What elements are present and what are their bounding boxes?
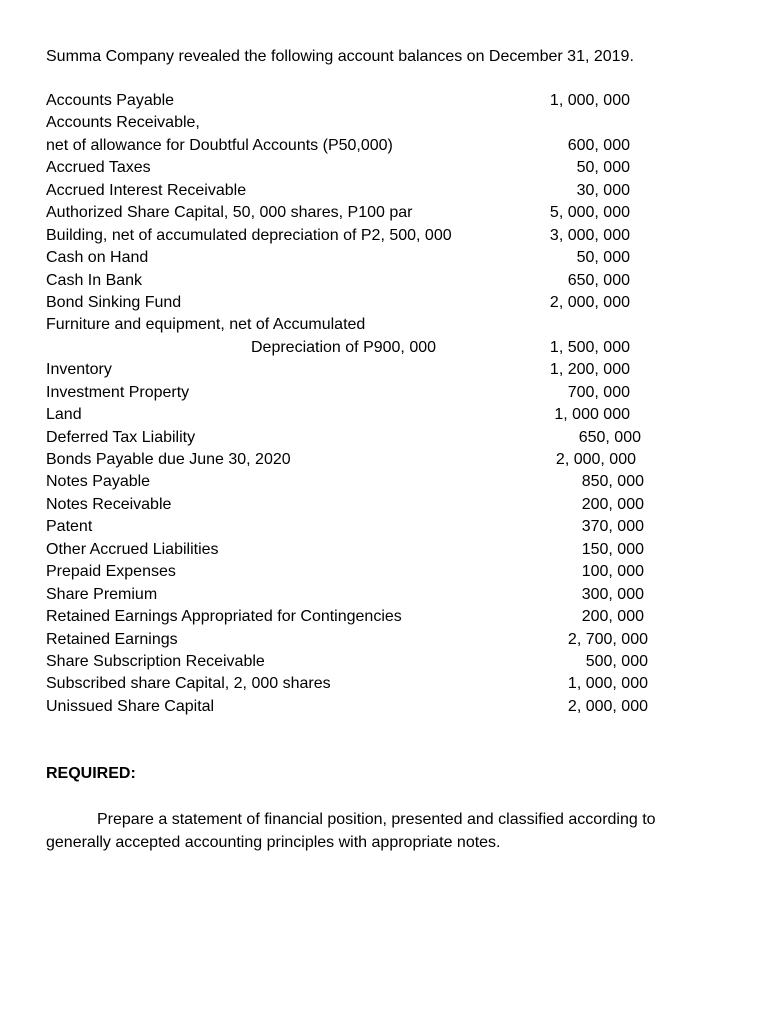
account-row <box>0 696 768 718</box>
account-row <box>0 225 768 247</box>
account-label: Accrued Interest Receivable <box>46 181 247 199</box>
required-instruction <box>46 808 726 854</box>
account-label: net of allowance for Doubtful Accounts (P50,000) <box>46 136 393 154</box>
account-label: Patent <box>46 518 93 536</box>
account-row <box>0 270 768 292</box>
account-amount: 50, 000 <box>576 159 630 177</box>
account-amount: 1, 500, 000 <box>549 338 630 356</box>
account-label: Prepaid Expenses <box>46 563 176 581</box>
account-amount: 300, 000 <box>581 585 644 603</box>
account-row <box>0 180 768 202</box>
account-row <box>0 673 768 695</box>
account-row <box>0 629 768 651</box>
account-amount: 2, 000, 000 <box>555 451 636 468</box>
account-amount: 850, 000 <box>581 473 644 491</box>
account-label: Retained Earnings <box>46 630 178 648</box>
account-amount: 2, 700, 000 <box>567 630 648 648</box>
account-amount: 2, 000, 000 <box>567 697 648 715</box>
account-label: Land <box>46 406 82 424</box>
account-label: Other Accrued Liabilities <box>46 540 219 558</box>
account-label: Deferred Tax Liability <box>46 428 196 446</box>
account-row <box>0 359 768 381</box>
account-label: Accrued Taxes <box>46 159 151 177</box>
account-amount: 700, 000 <box>567 383 630 401</box>
account-label: Cash on Hand <box>46 249 149 267</box>
account-amount: 100, 000 <box>581 563 644 581</box>
account-amount: 1, 000, 000 <box>549 92 630 109</box>
account-amount: 150, 000 <box>581 540 644 558</box>
instruction-line-2: generally accepted accounting principles with appropriate notes. <box>46 834 501 851</box>
account-row <box>0 135 768 157</box>
account-row <box>0 157 768 179</box>
account-amount: 650, 000 <box>567 271 630 289</box>
account-label: Investment Property <box>46 383 190 401</box>
account-amount: 600, 000 <box>567 136 630 154</box>
account-label: Bonds Payable due June 30, 2020 <box>46 451 291 468</box>
account-row <box>0 516 768 538</box>
account-label: Bond Sinking Fund <box>46 293 182 311</box>
account-row <box>0 382 768 404</box>
account-amount: 1, 200, 000 <box>549 361 630 379</box>
account-label: Accounts Payable <box>46 92 175 109</box>
account-label: Notes Payable <box>46 473 151 491</box>
account-amount: 500, 000 <box>585 652 648 670</box>
account-row <box>0 561 768 583</box>
account-label: Notes Receivable <box>46 495 172 513</box>
account-row <box>0 314 768 336</box>
account-row <box>0 404 768 426</box>
account-label: Depreciation of P900, 000 <box>251 338 437 356</box>
account-label: Furniture and equipment, net of Accumulated <box>46 316 366 334</box>
account-row <box>0 449 768 471</box>
account-label: Subscribed share Capital, 2, 000 shares <box>46 675 331 693</box>
account-label: Share Premium <box>46 585 158 603</box>
account-amount: 200, 000 <box>581 608 644 626</box>
account-balances-list <box>0 90 768 718</box>
account-row <box>0 471 768 493</box>
account-label: Building, net of accumulated depreciation of P2, 500, 000 <box>46 226 452 244</box>
account-label: Authorized Share Capital, 50, 000 shares, P100 par <box>46 204 413 222</box>
account-label: Accounts Receivable, <box>46 114 200 132</box>
account-row <box>0 112 768 134</box>
account-amount: 1, 000 000 <box>554 406 630 424</box>
account-label: Share Subscription Receivable <box>46 652 265 670</box>
account-amount: 2, 000, 000 <box>549 293 630 311</box>
account-row <box>0 247 768 269</box>
account-amount: 200, 000 <box>581 495 644 513</box>
account-amount: 370, 000 <box>581 518 644 536</box>
account-label: Cash In Bank <box>46 271 143 289</box>
account-row <box>0 606 768 628</box>
account-amount: 1, 000, 000 <box>567 675 648 693</box>
account-amount: 3, 000, 000 <box>549 226 630 244</box>
account-row <box>0 427 768 449</box>
account-row <box>0 337 768 359</box>
account-row <box>0 539 768 561</box>
intro-text: Summa Company revealed the following account balances on December 31, 2019. <box>46 48 634 65</box>
account-amount: 30, 000 <box>576 181 630 199</box>
account-label: Retained Earnings Appropriated for Contingencies <box>46 608 402 626</box>
required-heading: REQUIRED: <box>46 765 136 782</box>
account-amount: 5, 000, 000 <box>549 204 630 222</box>
account-row <box>0 651 768 673</box>
account-amount: 650, 000 <box>578 428 641 446</box>
account-label: Inventory <box>46 361 112 379</box>
account-row <box>0 90 768 112</box>
account-label: Unissued Share Capital <box>46 697 215 715</box>
account-row <box>0 494 768 516</box>
account-amount: 50, 000 <box>576 249 630 267</box>
instruction-line-1: Prepare a statement of financial position, presented and classified according to <box>97 811 656 828</box>
account-row <box>0 202 768 224</box>
account-row <box>0 292 768 314</box>
account-row <box>0 584 768 606</box>
